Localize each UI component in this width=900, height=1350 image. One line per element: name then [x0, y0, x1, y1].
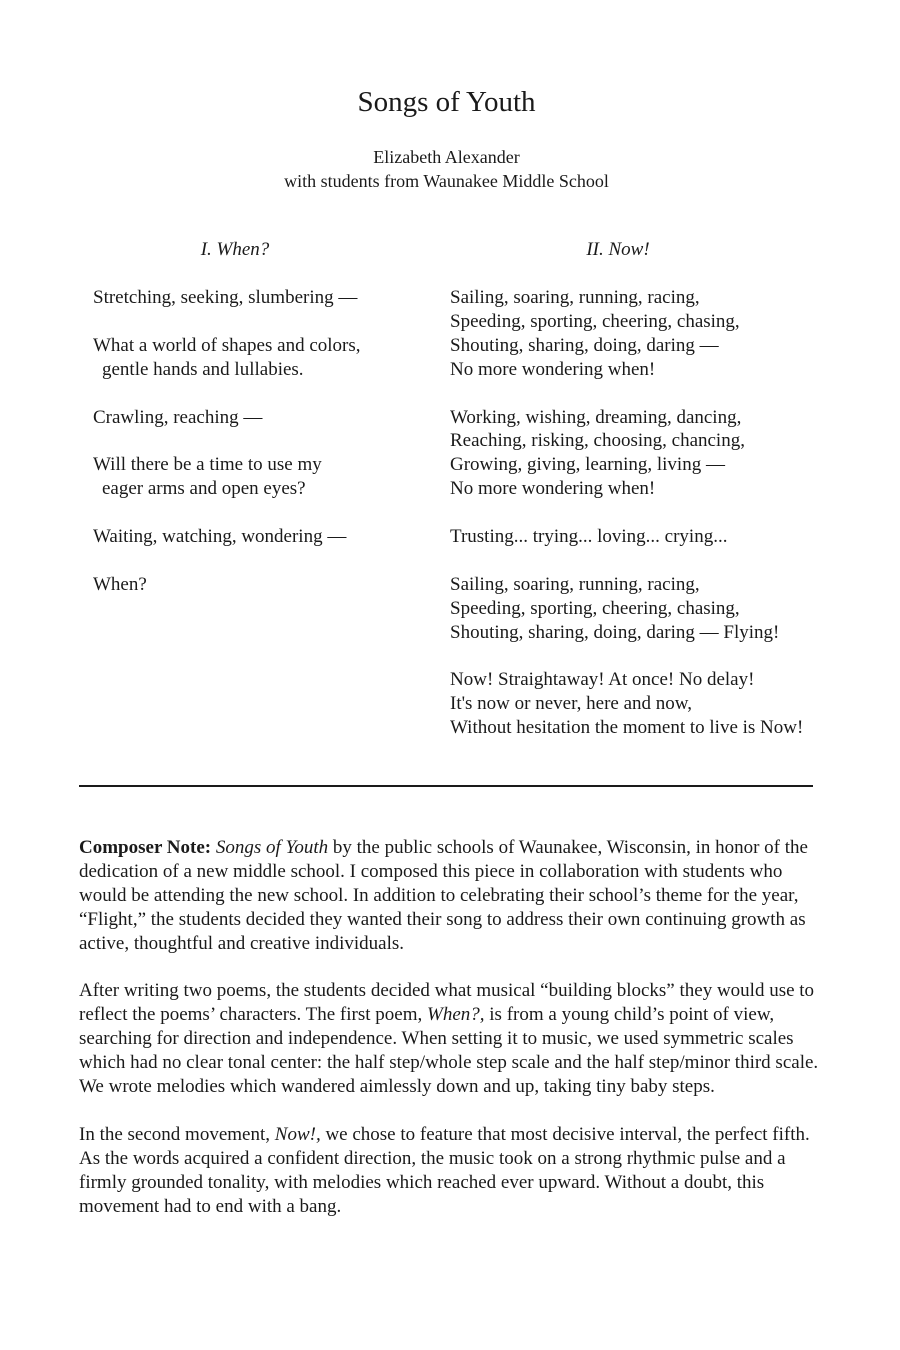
- paragraph-text: is from a young child’s point of view, searching for direction and independence. When setting it to music, we used symmetric scales which had no clear tonal center: the half step/whole step scale and the half step/minor third scale. We wrote melodies which wandered aimlessly down and up, taking tiny baby steps.: [79, 1004, 819, 1098]
- collaborators-line: with students from Waunakee Middle School: [284, 171, 609, 191]
- poem-heading-when: I. When?: [200, 239, 270, 260]
- paragraph-text: we chose to feature that most decisive interval, the perfect fifth. As the words acquired a confident direction, the music took on a strong rhythmic pulse and a firmly grounded tonality, with melodies which reached ever upward. Without a doubt, this movement had to end with a bang.: [79, 1123, 810, 1217]
- composer-note-label: Composer Note:: [79, 837, 212, 858]
- stanza: [450, 286, 850, 382]
- composer-note-paragraph: [79, 836, 819, 956]
- section-divider: [79, 785, 813, 787]
- poem-line: Will there be a time to use my: [93, 454, 322, 476]
- poem-line: When?: [93, 573, 147, 595]
- poem-line: Sailing, soaring, running, racing,: [450, 287, 700, 308]
- poem-line: Stretching, seeking, slumbering —: [93, 287, 358, 308]
- poem-line: Reaching, risking, choosing, chancing,: [450, 430, 745, 452]
- stanza: [450, 573, 850, 645]
- stanza: [450, 668, 850, 740]
- poem-when: [93, 286, 423, 621]
- poem-line: No more wondering when!: [450, 478, 656, 500]
- poem-heading-now: II. Now!: [586, 239, 650, 260]
- stanza: [93, 334, 423, 382]
- poem-line: Growing, giving, learning, living —: [450, 454, 725, 476]
- poem-title-now: Now!,: [274, 1123, 321, 1145]
- stanza: [93, 525, 423, 549]
- stanza: [450, 525, 850, 549]
- poem-line: Speeding, sporting, cheering, chasing,: [450, 310, 740, 332]
- poem-line: Without hesitation the moment to live is Now!: [450, 717, 804, 739]
- work-title: Songs of Youth: [215, 837, 329, 858]
- poem-line: Waiting, watching, wondering —: [93, 526, 347, 547]
- poem-line: Trusting... trying... loving... crying...: [450, 526, 728, 548]
- poem-line: What a world of shapes and colors,: [93, 334, 361, 356]
- second-movement-paragraph: [79, 1123, 819, 1219]
- poem-line: Working, wishing, dreaming, dancing,: [450, 406, 742, 428]
- stanza: [93, 453, 423, 501]
- poem-title-when: When?,: [427, 1004, 485, 1026]
- stanza: [93, 406, 423, 430]
- poem-line: Crawling, reaching —: [93, 406, 263, 428]
- page-title: Songs of Youth: [357, 86, 536, 118]
- stanza: [93, 286, 423, 310]
- poem-now: [450, 286, 850, 764]
- building-blocks-paragraph: [79, 979, 819, 1099]
- poem-line: Shouting, sharing, doing, daring — Flying!: [450, 621, 780, 643]
- poem-line: Shouting, sharing, doing, daring —: [450, 334, 719, 356]
- poem-line: gentle hands and lullabies.: [102, 358, 304, 380]
- poem-line: No more wondering when!: [450, 358, 656, 380]
- paragraph-text: After writing two poems, the students decided what musical “building blocks” they would use to reflect the poems’ characters. The first poem,: [79, 980, 815, 1026]
- stanza: [93, 573, 423, 597]
- poem-line: Now! Straightaway! At once! No delay!: [450, 669, 755, 691]
- poem-line: Speeding, sporting, cheering, chasing,: [450, 597, 740, 619]
- stanza: [450, 406, 850, 502]
- poem-line: Sailing, soaring, running, racing,: [450, 573, 700, 595]
- paragraph-text: by the public schools of Waunakee, Wisconsin, in honor of the dedication of a new middle school. I composed this piece in collaboration with students who would be attending the new school. In addition to celebrating their school’s theme for the year, “Flight,” the students decided they wanted their song to address their own continuing growth as active, thoughtful and creative individuals.: [79, 837, 808, 954]
- poem-line: eager arms and open eyes?: [102, 478, 306, 500]
- paragraph-text: In the second movement,: [79, 1123, 275, 1145]
- composer-notes: [79, 836, 819, 1242]
- author-name: Elizabeth Alexander: [373, 147, 520, 167]
- poem-line: It's now or never, here and now,: [450, 693, 693, 715]
